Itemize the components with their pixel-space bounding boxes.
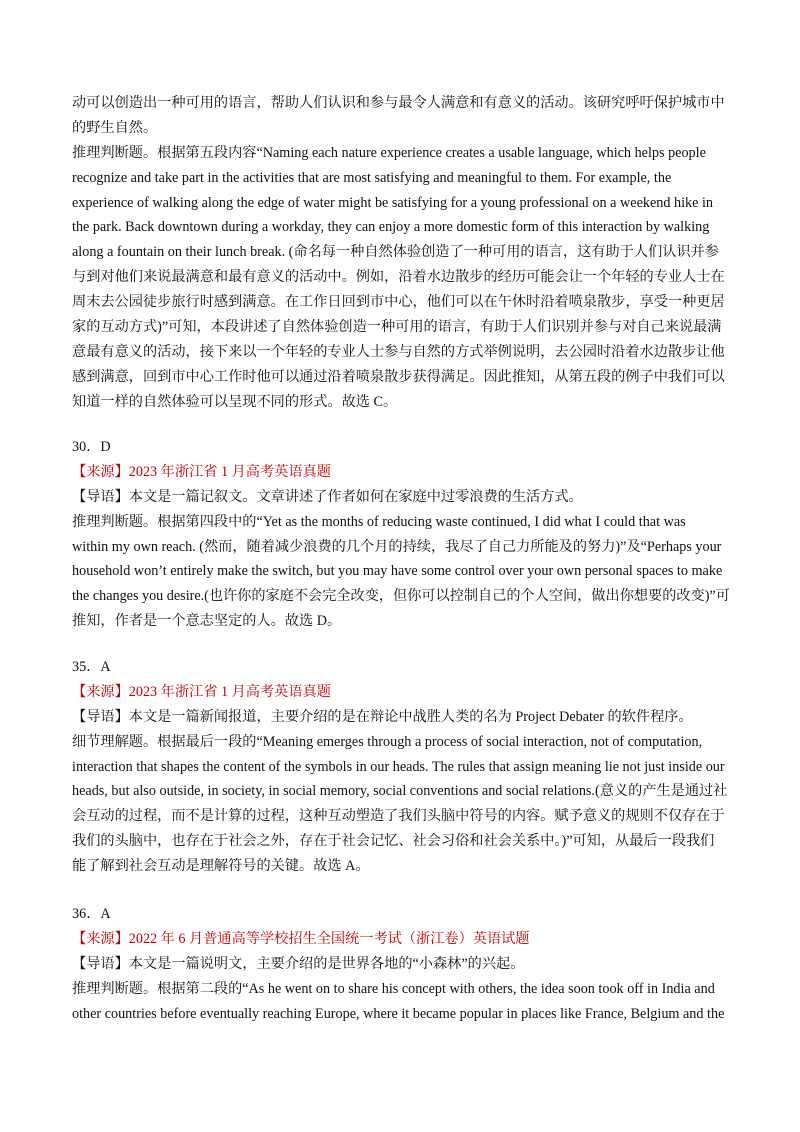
text-line: 能了解到社会互动是理解符号的关键。故选 A。: [72, 858, 370, 875]
question-number: 30．D: [72, 439, 111, 455]
text-line: 【导语】本文是一篇新闻报道，主要介绍的是在辩论中战胜人类的名为 Project Debater 的软件程序。: [72, 708, 693, 725]
text-line: 推理判断题。根据第四段中的“Yet as the months of reducing waste continued, I did what I could that was: [72, 513, 686, 530]
source-line: 【来源】2022 年 6 月普通高等学校招生全国统一考试（浙江卷）英语试题: [72, 930, 530, 947]
text-line: 推理判断题。根据第二段的“As he went on to share his concept with others, the idea soon took off in India and: [72, 980, 715, 997]
text-line: within my own reach. (然而，随着减少浪费的几个月的持续，我尽了自己力所能及的努力)”及“Perhaps your: [72, 538, 722, 555]
source-line: 【来源】2023 年浙江省 1 月高考英语真题: [72, 683, 331, 700]
text-line: household won’t entirely make the switch, but you may have some control over your own personal spaces to make: [72, 563, 723, 580]
text-line: 周末去公园徒步旅行时感到满意。在工作日回到市中心，他们可以在午休时沿着喷泉散步，享受一种更居: [72, 294, 725, 311]
text-line: 动可以创造出一种可用的语言，帮助人们认识和参与最令人满意和有意义的活动。该研究呼吁保护城市中: [72, 95, 725, 111]
answer-block-36: [72, 902, 732, 1026]
question-number: 35．A: [72, 659, 111, 675]
text-line: 【导语】本文是一篇说明文，主要介绍的是世界各地的“小森林”的兴起。: [72, 955, 525, 972]
text-line: 的野生自然。: [72, 119, 158, 136]
text-line: heads, but also outside, in society, in social memory, social conventions and social relations.(意义的产生是通过社: [72, 783, 728, 800]
source-line: 【来源】2023 年浙江省 1 月高考英语真题: [72, 463, 331, 480]
text-line: 与到对他们来说最满意和最有意义的活动中。例如，沿着水边散步的经历可能会让一个年轻的专业人士在: [72, 269, 725, 286]
text-line: other countries before eventually reaching Europe, where it became popular in places like France, Belgium and the: [72, 1005, 725, 1022]
text-line: recognize and take part in the activities that are most satisfying and meaningful to them. For example, the: [72, 169, 672, 186]
text-line: 我们的头脑中，也存在于社会之外，存在于社会记忆、社会习俗和社会关系中。)”可知，从最后一段我们: [72, 833, 715, 850]
text-line: 感到满意，回到市中心工作时他可以通过沿着喷泉散步获得满足。因此推知，从第五段的例子中我们可以: [72, 368, 725, 385]
answer-block-35: [72, 655, 732, 879]
text-line: 【导语】本文是一篇记叙文。文章讲述了作者如何在家庭中过零浪费的生活方式。: [72, 488, 583, 505]
text-line: the changes you desire.(也许你的家庭不会完全改变，但你可以控制自己的个人空间，做出你想要的改变)”可: [72, 588, 730, 605]
text-line: 家的互动方式)”可知，本段讲述了自然体验创造一种可用的语言，有助于人们识别并参与对自己来说最满: [72, 319, 722, 336]
text-line: along a fountain on their lunch break. (命名每一种自然体验创造了一种可用的语言，这有助于人们认识并参: [72, 244, 720, 261]
question-number: 36．A: [72, 906, 111, 922]
text-line: 推知，作者是一个意志坚定的人。故选 D。: [72, 613, 342, 630]
explanation-block-continued: [72, 91, 732, 415]
text-line: 细节理解题。根据最后一段的“Meaning emerges through a process of social interaction, not of computation,: [72, 733, 703, 750]
text-line: interaction that shapes the content of the symbols in our heads. The rules that assign meaning lie not just inside our: [72, 758, 725, 775]
text-line: 意最有意义的活动，接下来以一个年轻的专业人士参与自然的方式举例说明，去公园时沿着水边散步让他: [72, 343, 725, 360]
text-line: experience of walking along the edge of water might be satisfying for a young professional on a weekend hike in: [72, 194, 713, 211]
answer-block-30: [72, 435, 732, 634]
text-line: the park. Back downtown during a workday, they can enjoy a more domestic form of this interaction by walking: [72, 219, 710, 236]
text-line: 知道一样的自然体验可以呈现不同的形式。故选 C。: [72, 393, 398, 410]
text-line: 会互动的过程，而不是计算的过程，这种互动塑造了我们头脑中符号的内容。赋予意义的规则不仅存在于: [72, 808, 725, 825]
text-line: 推理判断题。根据第五段内容“Naming each nature experience creates a usable language, which helps people: [72, 144, 706, 161]
